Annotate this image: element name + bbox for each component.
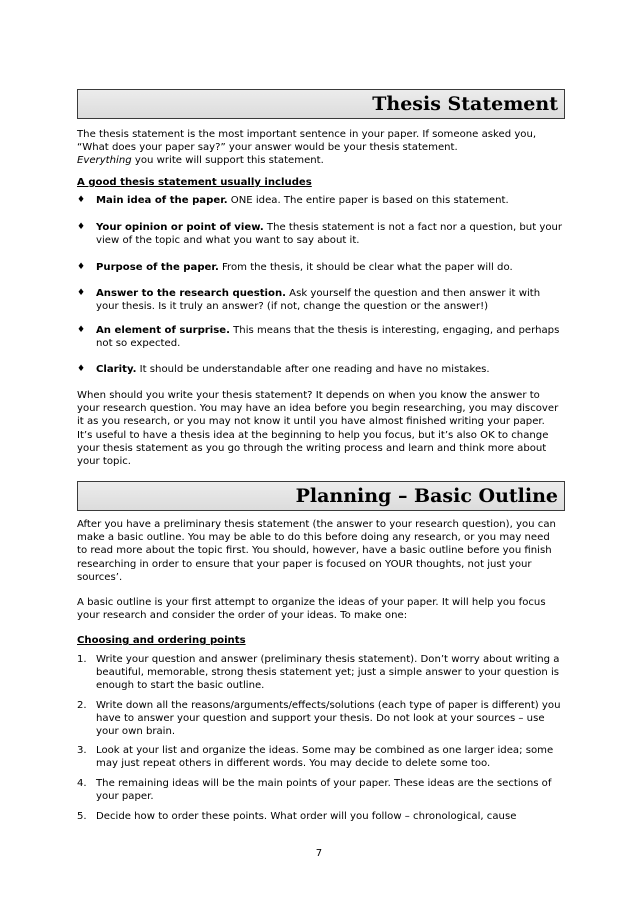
bullet-term: Answer to the research question. [96, 288, 286, 299]
bullet-text: This means that the thesis is interesting, engaging, and perhaps not so expected. [96, 325, 560, 350]
thesis-closing-paragraph: When should you write your thesis statement? It depends on when you know the answer to your research question. You may have an idea before you begin researching, you may discover it as you research, or you may not know it until you have almost finished writing your paper. It’s useful to have a thesis idea at the beginning to help you focus, but it’s also OK to change your thesis statement as you go through the writing process and learn and think more about your topic. [77, 390, 559, 468]
bullet-icon: ♦ [77, 325, 86, 335]
bullet-text: Ask yourself the question and then answer it with your thesis. Is it truly an answer? (if not, change the question or the answer!) [96, 288, 541, 313]
bullet-item [77, 363, 563, 376]
bullet-item [77, 261, 563, 274]
bullet-item [77, 221, 563, 247]
thesis-intro-emphasis: Everything [77, 155, 132, 167]
page-number: 7 [315, 848, 323, 859]
step-text: Decide how to order these points. What order will you follow – chronological, cause [96, 811, 517, 822]
step-number: 1. [77, 654, 87, 665]
section-heading-bar [77, 481, 565, 511]
step-text: Look at your list and organize the ideas. Some may be combined as one larger idea; some may just repeat others in different words. You may decide to delete some too. [96, 745, 554, 770]
step-text: Write down all the reasons/arguments/effects/solutions (each type of paper is different) you have to answer your question and support your thesis. Do not look at your sources – use your own brain. [96, 700, 561, 738]
planning-paragraph-2: A basic outline is your first attempt to organize the ideas of your paper. It will help you focus your research and consider the order of your ideas. To make one: [77, 597, 546, 622]
numbered-step [77, 699, 563, 739]
section-title-planning: Planning – Basic Outline [295, 485, 558, 507]
thesis-intro-text-end: you write will support this statement. [131, 155, 324, 167]
section-title-thesis: Thesis Statement [372, 93, 558, 115]
bullet-icon: ♦ [77, 364, 86, 374]
step-text: Write your question and answer (preliminary thesis statement). Don’t worry about writing a beautiful, memorable, strong thesis statement yet; just a simple answer to your question is enough to start the basic outline. [96, 654, 560, 692]
bullet-term: Clarity. [96, 364, 137, 375]
planning-subheading: Choosing and ordering points [77, 635, 246, 646]
bullet-text: ONE idea. The entire paper is based on this statement. [227, 195, 509, 206]
section-heading-bar [77, 89, 565, 119]
bullet-text: From the thesis, it should be clear what the paper will do. [218, 262, 513, 273]
bullet-item [77, 324, 563, 350]
step-number: 4. [77, 778, 87, 789]
planning-paragraph-1: After you have a preliminary thesis statement (the answer to your research question), you can make a basic outline. You may be able to do this before doing any research, or you may need to read more about the topic first. You should, however, have a basic outline before you finish researching in order to ensure that your paper is focused on YOUR thoughts, not just your sources’. [77, 519, 556, 583]
step-number: 2. [77, 700, 87, 711]
bullet-item [77, 194, 563, 207]
numbered-step [77, 810, 563, 823]
step-number: 5. [77, 811, 87, 822]
thesis-subheading: A good thesis statement usually includes [77, 177, 312, 188]
bullet-term: An element of surprise. [96, 325, 230, 336]
bullet-term: Purpose of the paper. [96, 262, 219, 273]
bullet-item [77, 287, 563, 313]
step-number: 3. [77, 745, 87, 756]
bullet-term: Your opinion or point of view. [96, 222, 264, 233]
bullet-text: The thesis statement is not a fact nor a question, but your view of the topic and what you want to say about it. [96, 222, 563, 247]
bullet-icon: ♦ [77, 288, 86, 298]
step-text: The remaining ideas will be the main points of your paper. These ideas are the sections of your paper. [96, 778, 552, 803]
numbered-step [77, 777, 563, 803]
numbered-step [77, 744, 563, 770]
thesis-intro-text: The thesis statement is the most important sentence in your paper. If someone asked you, “What does your paper say?” your answer would be your thesis statement. [77, 129, 537, 154]
bullet-icon: ♦ [77, 262, 86, 272]
bullet-icon: ♦ [77, 195, 86, 205]
bullet-text: It should be understandable after one reading and have no mistakes. [136, 364, 490, 375]
numbered-step [77, 653, 563, 693]
bullet-icon: ♦ [77, 222, 86, 232]
bullet-term: Main idea of the paper. [96, 195, 228, 206]
thesis-intro-paragraph [77, 128, 563, 168]
